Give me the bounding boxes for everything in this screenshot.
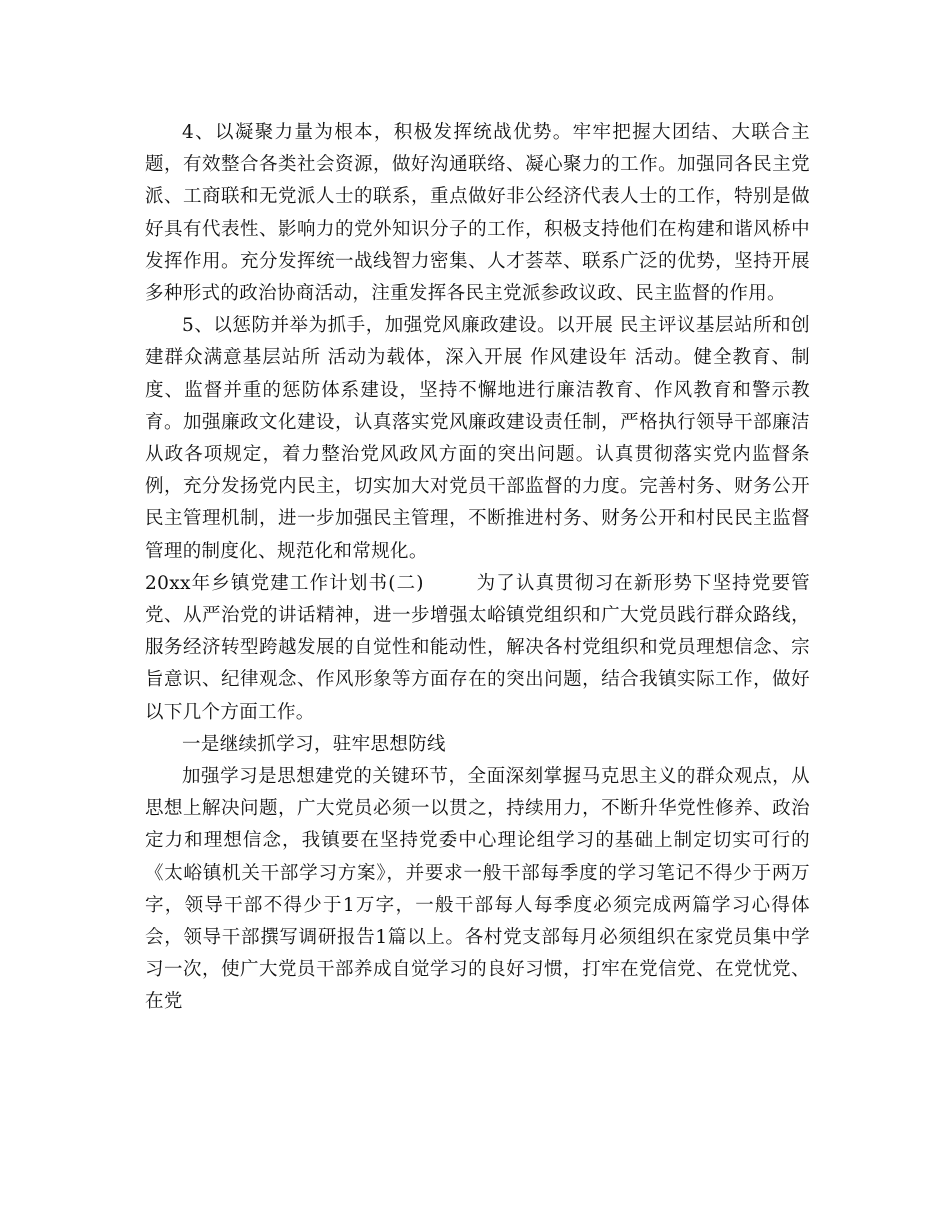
heading-one: 一是继续抓学习，驻牢思想防线 — [182, 733, 446, 755]
paragraph-item-5: 5、以惩防并举为抓手，加强党风廉政建设。以开展 民主评议基层站所和创建群众满意基层站所 活动为载体，深入开展 作风建设年 活动。健全教育、制度、监督并重的惩防体系建设，坚持不懈地进行廉洁教育、作风教育和警示教育。加强廉政文化建设，认真落实党风廉政建设责任制，严格执行领导干部廉洁从政各项规定，着力整治党风政风方面的突出问题。认真贯彻落实党内监督条例，充分发扬党内民主，切实加大对党员干部监督的力度。完善村务、财务公开民主管理机制，进一步加强民主管理，不断推进村务、财务公开和村民民主监督管理的制度化、规范化和常规化。 — [145, 315, 810, 562]
body-paragraph-one: 加强学习是思想建党的关键环节，全面深刻掌握马克思主义的群众观点，从思想上解决问题，广大党员必须一以贯之，持续用力，不断升华党性修养、政治定力和理想信念，我镇要在坚持党委中心理论组学习的基础上制定切实可行的《太峪镇机关干部学习方案》，并要求一般干部每季度的学习笔记不得少于两万字，领导干部不得少于1万字，一般干部每人每季度必须完成两篇学习心得体会，领导干部撰写调研报告1篇以上。各村党支部每月必须组织在家党员集中学习一次，使广大党员干部养成自觉学习的良好习惯，打牢在党信党、在党忧党、在党 — [145, 766, 810, 1013]
section-intro: 为了认真贯彻习在新形势下坚持党要管党、从严治党的讲话精神，进一步增强太峪镇党组织和广大党员践行群众路线，服务经济转型跨越发展的自觉性和能动性，解决各村党组织和党员理想信念、宗旨意识、纪律观念、作风形象等方面存在的突出问题，结合我镇实际工作，做好以下几个方面工作。 — [145, 572, 811, 723]
paragraph-item-4: 4、以凝聚力量为根本，积极发挥统战优势。牢牢把握大团结、大联合主题，有效整合各类社会资源，做好沟通联络、凝心聚力的工作。加强同各民主党派、工商联和无党派人士的联系，重点做好非公经济代表人士的工作，特别是做好具有代表性、影响力的党外知识分子的工作，积极支持他们在构建和谐风桥中发挥作用。充分发挥统一战线智力密集、人才荟萃、联系广泛的优势，坚持开展多种形式的政治协商活动，注重发挥各民主党派参政议政、民主监督的作用。 — [145, 122, 810, 305]
section-title-paragraph — [145, 568, 810, 729]
document-body — [145, 117, 810, 1019]
section-title: 20xx年乡镇党建工作计划书(二) — [145, 572, 424, 594]
